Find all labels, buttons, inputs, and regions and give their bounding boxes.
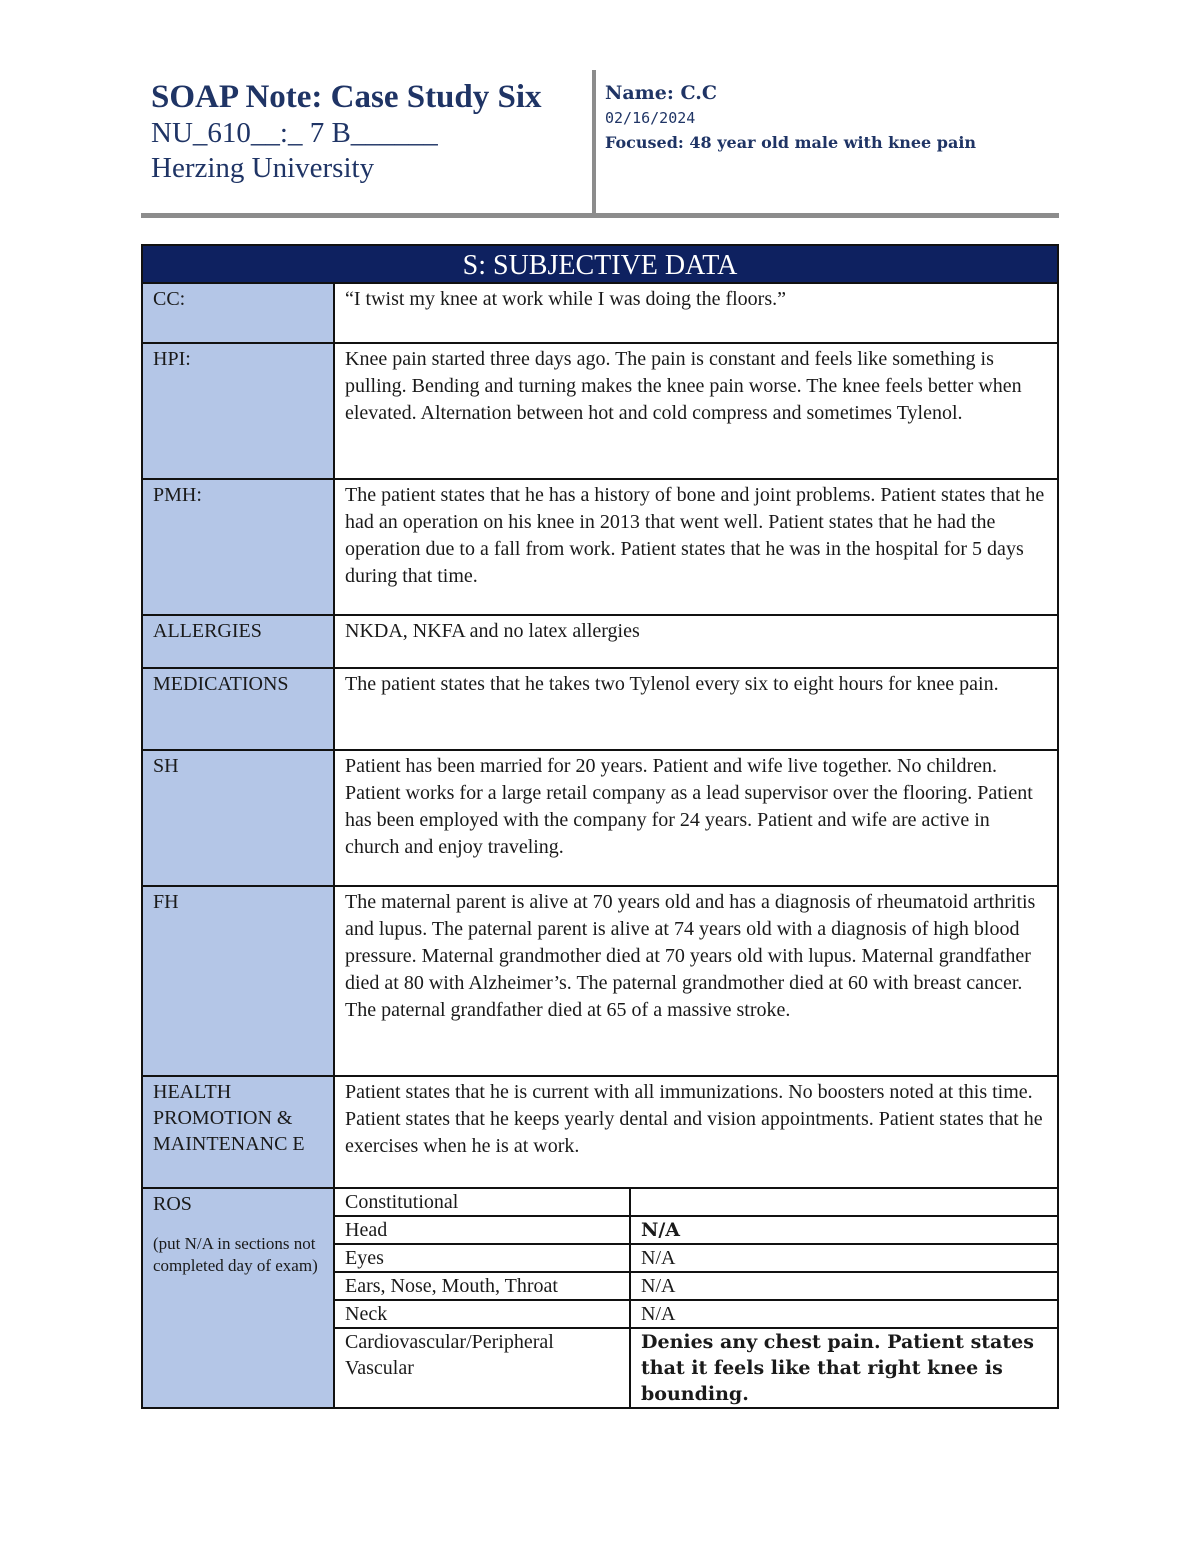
ros-subtable bbox=[335, 1189, 1057, 1407]
row-label: HEALTH PROMOTION & MAINTENANC E bbox=[143, 1077, 335, 1187]
ros-row-ent bbox=[335, 1273, 1057, 1301]
row-value: The maternal parent is alive at 70 years old and has a diagnosis of rheumatoid arthritis and lupus. The paternal parent is alive at 74 years old with a diagnosis of high blood pressure. Maternal grandmother died at 70 years old with lupus. Maternal grandfather died at 80 with Alzheimer’s. The paternal grandmother died at 60 with breast cancer. The paternal grandfather died at 65 of a massive stroke. bbox=[345, 891, 1036, 1021]
row-hpi bbox=[143, 344, 1057, 480]
row-value: Patient states that he is current with all immunizations. No boosters noted at this time. Patient states that he keeps yearly dental and vision appointments. Patient states that he exercises when he is at work. bbox=[345, 1081, 1043, 1157]
row-label: ALLERGIES bbox=[143, 616, 335, 667]
row-label: MEDICATIONS bbox=[143, 669, 335, 749]
ros-row-cardiovascular bbox=[335, 1329, 1057, 1407]
row-fh bbox=[143, 887, 1057, 1077]
row-label: HPI: bbox=[143, 344, 335, 478]
subjective-table bbox=[141, 244, 1059, 1409]
row-value: NKDA, NKFA and no latex allergies bbox=[345, 620, 640, 642]
document-title: SOAP Note: Case Study Six bbox=[151, 79, 542, 115]
row-health-promotion bbox=[143, 1077, 1057, 1189]
row-value: Patient has been married for 20 years. Patient and wife live together. No children. Patient works for a large retail company as a lead supervisor over the flooring. Patient has been employed with the company for 24 years. Patient and wife are active in church and enjoy traveling. bbox=[345, 755, 1033, 858]
row-pmh bbox=[143, 480, 1057, 616]
ros-row-eyes bbox=[335, 1245, 1057, 1273]
ros-item-value: N/A bbox=[641, 1247, 676, 1269]
row-allergies bbox=[143, 616, 1057, 669]
row-label: PMH: bbox=[143, 480, 335, 614]
ros-label-cell bbox=[143, 1189, 335, 1407]
header-divider bbox=[592, 70, 596, 216]
ros-item-value bbox=[631, 1189, 1057, 1215]
row-value: The patient states that he takes two Tylenol every six to eight hours for knee pain. bbox=[345, 673, 999, 695]
ros-item-name: Eyes bbox=[335, 1245, 631, 1271]
subjective-banner: S: SUBJECTIVE DATA bbox=[143, 246, 1057, 284]
ros-item-value: N/A bbox=[641, 1275, 676, 1297]
ros-item-name: Head bbox=[335, 1217, 631, 1243]
row-label: FH bbox=[143, 887, 335, 1075]
row-value: Knee pain started three days ago. The pain is constant and feels like something is pulling. Bending and turning makes the knee pain worse. The knee feels better when elevated. Alternation between hot and cold compress and sometimes Tylenol. bbox=[345, 348, 1022, 424]
ros-row-neck bbox=[335, 1301, 1057, 1329]
university-name: Herzing University bbox=[151, 152, 375, 184]
row-value: The patient states that he has a history of bone and joint problems. Patient states that he had an operation on his knee in 2013 that went well. Patient states that he had the operation due to a fall from work. Patient states that he was in the hospital for 5 days during that time. bbox=[345, 484, 1045, 587]
student-name: Name: C.C bbox=[605, 82, 718, 104]
header-rule bbox=[141, 213, 1059, 218]
ros-row-constitutional bbox=[335, 1189, 1057, 1217]
row-label: SH bbox=[143, 751, 335, 885]
row-ros bbox=[143, 1189, 1057, 1407]
row-cc bbox=[143, 284, 1057, 344]
row-label: CC: bbox=[143, 284, 335, 342]
header-right bbox=[605, 80, 976, 156]
header-left bbox=[151, 78, 542, 186]
ros-item-value: Denies any chest pain. Patient states that it feels like that right knee is bounding. bbox=[641, 1331, 1034, 1405]
row-value: “I twist my knee at work while I was doing the floors.” bbox=[345, 288, 787, 310]
ros-item-name: Ears, Nose, Mouth, Throat bbox=[335, 1273, 631, 1299]
ros-item-name: Constitutional bbox=[335, 1189, 631, 1215]
ros-item-name: Neck bbox=[335, 1301, 631, 1327]
ros-label: ROS bbox=[153, 1193, 192, 1215]
row-medications bbox=[143, 669, 1057, 751]
row-sh bbox=[143, 751, 1057, 887]
course-code: NU_610__:_ 7 B______ bbox=[151, 117, 438, 149]
note-date: 02/16/2024 bbox=[605, 109, 696, 127]
ros-item-value: N/A bbox=[641, 1303, 676, 1325]
ros-item-name: Cardiovascular/Peripheral Vascular bbox=[335, 1329, 631, 1407]
ros-row-head bbox=[335, 1217, 1057, 1245]
ros-item-value: N/A bbox=[641, 1219, 681, 1241]
ros-note: (put N/A in sections not completed day of exam) bbox=[153, 1234, 318, 1275]
focused-summary: Focused: 48 year old male with knee pain bbox=[605, 133, 977, 152]
document-header bbox=[141, 70, 1059, 218]
